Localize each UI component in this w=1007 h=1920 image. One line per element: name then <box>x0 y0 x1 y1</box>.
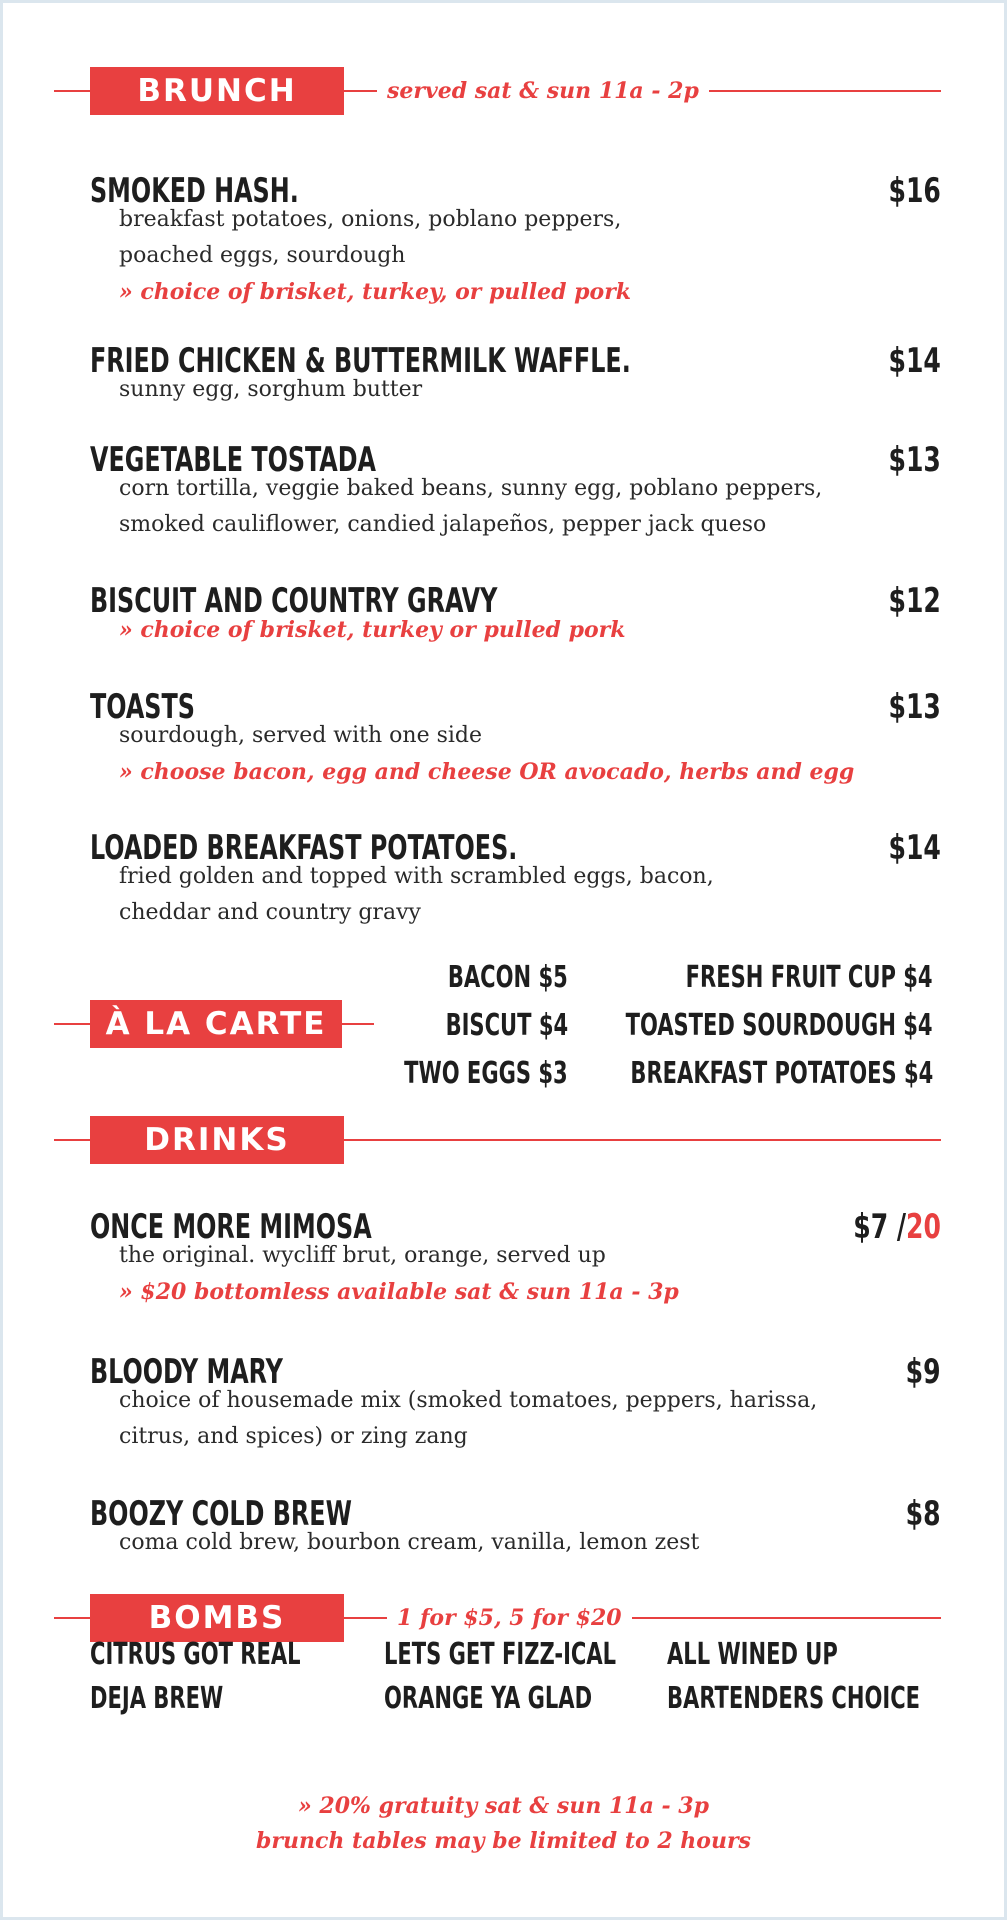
alacarte-row <box>363 954 933 1002</box>
alacarte-list <box>363 954 933 1098</box>
item-description: coma cold brew, bourbon cream, vanilla, lemon zest <box>119 1530 700 1555</box>
item-price: $13 <box>888 440 941 480</box>
alacarte-item: BACON $5 <box>448 960 568 995</box>
drinks-header <box>54 1116 941 1164</box>
bombs-price-note: 1 for $5, 5 for $20 <box>387 1594 632 1642</box>
item-option-note: » choose bacon, egg and cheese OR avocado, herbs and egg <box>119 759 855 785</box>
gratuity-note: » 20% gratuity sat & sun 11a - 3p <box>298 1793 709 1819</box>
item-description: choice of housemade mix (smoked tomatoes, peppers, harissa, <box>119 1388 818 1413</box>
alacarte-item: FRESH FRUIT CUP $4 <box>686 960 933 995</box>
menu-item-vegetable-tostada <box>90 427 941 543</box>
bomb-item: ALL WINED UP <box>667 1637 838 1672</box>
alacarte-item: BISCUT $4 <box>445 1008 568 1043</box>
item-description: the original. wycliff brut, orange, served up <box>119 1243 606 1268</box>
item-description: cheddar and country gravy <box>119 900 421 925</box>
bomb-item: CITRUS GOT REAL <box>90 1637 301 1672</box>
item-price: $14 <box>888 341 941 381</box>
alacarte-row <box>363 1050 933 1098</box>
alacarte-header <box>54 1000 374 1048</box>
item-price-bottomless: 20 <box>906 1207 941 1247</box>
item-name: TOASTS <box>90 687 195 727</box>
dot-leader <box>457 1194 828 1238</box>
item-description: sunny egg, sorghum butter <box>119 377 423 402</box>
brunch-hours-note: served sat & sun 11a - 2p <box>377 67 709 115</box>
menu-item-smoked-hash <box>90 158 941 310</box>
footer-notes <box>3 1789 1004 1859</box>
item-description: citrus, and spices) or zing zang <box>119 1424 468 1449</box>
drinks-title: DRINKS <box>90 1116 344 1164</box>
item-name: VEGETABLE TOSTADA <box>90 440 377 480</box>
time-limit-note: brunch tables may be limited to 2 hours <box>256 1828 751 1854</box>
item-name: BOOZY COLD BREW <box>90 1494 352 1534</box>
item-price: $12 <box>888 581 941 621</box>
item-description: corn tortilla, veggie baked beans, sunny egg, poblano peppers, <box>119 476 823 501</box>
item-option-note: » choice of brisket, turkey or pulled pork <box>119 617 626 643</box>
item-name: FRIED CHICKEN & BUTTERMILK WAFFLE. <box>90 341 631 381</box>
alacarte-title: À LA CARTE <box>90 1000 342 1048</box>
menu-item-loaded-potatoes <box>90 815 941 931</box>
item-price: $13 <box>888 687 941 727</box>
item-name: BISCUIT AND COUNTRY GRAVY <box>90 581 498 621</box>
dot-leader <box>343 1339 892 1383</box>
menu-item-bloody-mary <box>90 1339 941 1455</box>
item-description: sourdough, served with one side <box>119 723 483 748</box>
item-option-note: » $20 bottomless available sat & sun 11a - 3p <box>119 1279 679 1305</box>
item-name: LOADED BREAKFAST POTATOES. <box>90 828 518 868</box>
item-description: fried golden and topped with scrambled eggs, bacon, <box>119 864 714 889</box>
menu-item-mimosa <box>90 1194 941 1310</box>
dot-leader <box>432 1481 893 1525</box>
dot-leader <box>644 815 871 859</box>
dot-leader <box>231 674 872 718</box>
alacarte-row <box>363 1002 933 1050</box>
dot-leader <box>364 158 871 202</box>
dot-leader <box>789 328 871 372</box>
brunch-title: BRUNCH <box>90 67 344 115</box>
menu-item-biscuit-gravy <box>90 568 941 648</box>
item-price <box>853 1205 941 1249</box>
item-name: BLOODY MARY <box>90 1352 283 1392</box>
alacarte-item: TWO EGGS $3 <box>404 1056 568 1091</box>
item-price: $8 <box>906 1494 941 1534</box>
item-name: ONCE MORE MIMOSA <box>90 1207 372 1247</box>
alacarte-item: BREAKFAST POTATOES $4 <box>630 1056 933 1091</box>
item-price-glass: $7 / <box>853 1207 907 1247</box>
item-price: $16 <box>888 171 941 211</box>
alacarte-item: TOASTED SOURDOUGH $4 <box>626 1008 933 1043</box>
dot-leader <box>618 568 871 612</box>
item-price: $9 <box>906 1352 941 1392</box>
item-price: $14 <box>888 828 941 868</box>
item-description: smoked cauliflower, candied jalapeños, pepper jack queso <box>119 512 767 537</box>
brunch-header <box>54 67 941 115</box>
bomb-item: ORANGE YA GLAD <box>384 1681 593 1716</box>
dot-leader <box>463 427 871 471</box>
item-description: breakfast potatoes, onions, poblano peppers, <box>119 207 622 232</box>
item-description: poached eggs, sourdough <box>119 243 406 268</box>
item-name: SMOKED HASH. <box>90 171 299 211</box>
menu-item-boozy-cold-brew <box>90 1481 941 1561</box>
bomb-item: BARTENDERS CHOICE <box>667 1681 921 1716</box>
menu-item-fried-chicken-waffle <box>90 328 941 408</box>
bombs-title: BOMBS <box>90 1594 344 1642</box>
bomb-item: DEJA BREW <box>90 1681 224 1716</box>
menu-item-toasts <box>90 674 941 790</box>
bomb-item: LETS GET FIZZ-ICAL <box>384 1637 617 1672</box>
item-option-note: » choice of brisket, turkey, or pulled pork <box>119 279 632 305</box>
